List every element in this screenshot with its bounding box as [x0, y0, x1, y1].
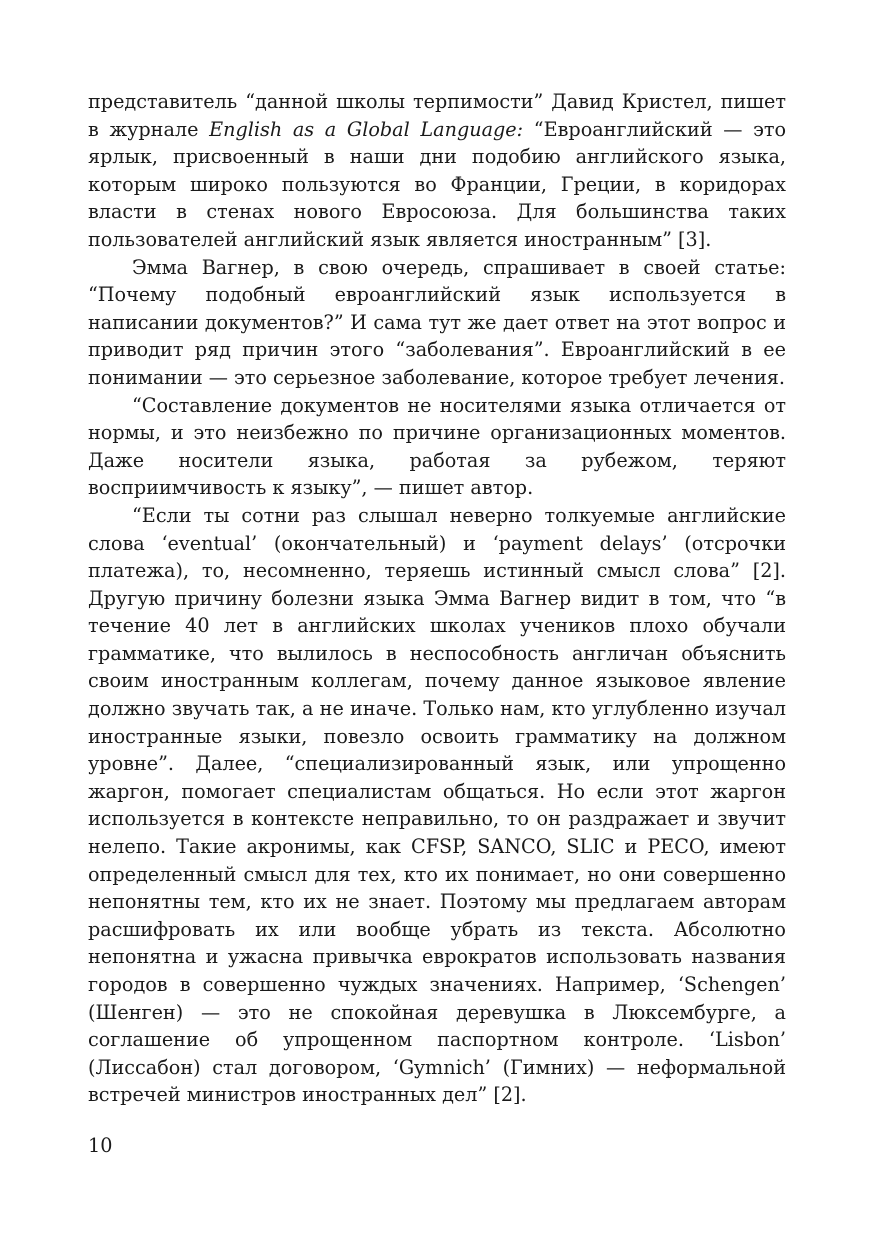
paragraph-2: Эмма Вагнер, в свою очередь, спрашивает в своей статье: “Почему подобный евроанглийский язык используется в написании документов?” И сама тут же дает ответ на этот вопрос и приводит ряд причин этого “заболевания”. Евроанглийский в ее понимании — это серьезное заболевание, которое требует лечения. [88, 255, 786, 389]
paragraph-1-text-start: представитель “данной школы терпимости” Давид Кристел, пишет в журнале [88, 90, 786, 141]
journal-title: English as a Global Language: [209, 117, 524, 141]
paragraph-1-text-end: “Евроанглийский — это ярлык, присвоенный в наши дни подобию английского языка, которым широко пользуются во Франции, Греции, в коридорах власти в стенах нового Евросоюза. Для большинства таких пользователей английский язык является иностранным” [3]. [88, 117, 786, 251]
paragraph-3: “Составление документов не носителями языка отличается от нормы, и это неизбежно по причине организационных моментов. Даже носители языка, работая за рубежом, теряют восприимчивость к языку”, — пишет автор. [88, 393, 786, 500]
page-body [88, 88, 786, 1109]
paragraph-4: “Если ты сотни раз слышал неверно толкуемые английские слова ‘eventual’ (окончательный) и ‘payment delays’ (отсрочки платежа), то, несомненно, теряешь истинный смысл слова” [2]. Другую причину болезни языка Эмма Вагнер видит в том, что “в течение 40 лет в английских школах учеников плохо обучали грамматике, что вылилось в неспособность англичан объяснить своим иностранным коллегам, почему данное языковое явление должно звучать так, а не иначе. Только нам, кто углубленно изучал иностранные языки, повезло освоить грамматику на должном уровне”. Далее, “специализированный язык, или упрощенно жаргон, помогает специалистам общаться. Но если этот жаргон используется в контексте неправильно, то он раздражает и звучит нелепо. Такие акронимы, как CFSP, SANCO, SLIC и PECO, имеют определенный смысл для тех, кто их понимает, но они совершенно непонятны тем, кто их не знает. Поэтому мы предлагаем авторам расшифровать их или вообще убрать из текста. Абсолютно непонятна и ужасна привычка еврократов использовать названия городов в совершенно чуждых значениях. Например, ‘Schengen’ (Шенген) — это не спокойная деревушка в Люксембурге, а соглашение об упрощенном паспортном контроле. ‘Lisbon’ (Лиссабон) стал договором, ‘Gymnich’ (Гимних) — неформальной встречей министров иностранных дел” [2]. [88, 503, 786, 1107]
paragraph-1 [88, 88, 786, 254]
page-number: 10 [88, 1134, 113, 1157]
